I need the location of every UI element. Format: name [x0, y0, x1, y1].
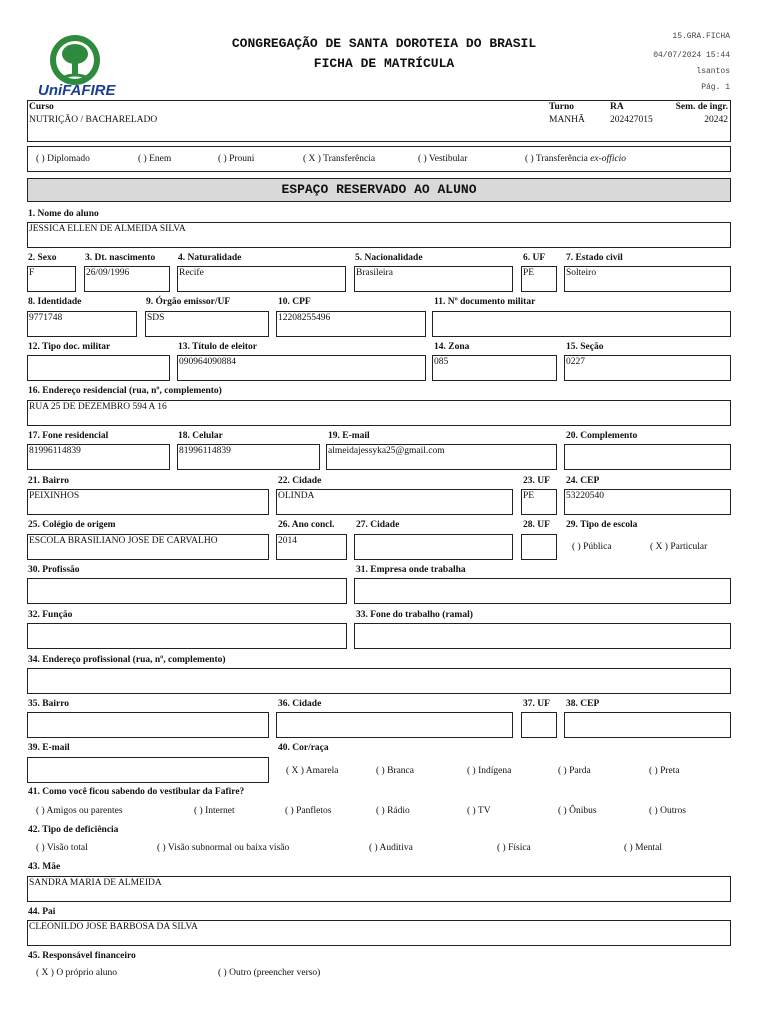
disability-option[interactable]: ( ) Mental	[624, 843, 662, 853]
secondary-email-field[interactable]	[27, 757, 269, 783]
field-label: 22. Cidade	[278, 476, 322, 486]
field-label: 7. Estado civil	[566, 253, 623, 263]
section-field[interactable]: 0227	[564, 355, 731, 381]
logo-text: UniFAFIRE	[38, 82, 116, 99]
birthdate-field[interactable]: 26/09/1996	[84, 266, 170, 292]
financial-option[interactable]: ( X ) O próprio aluno	[36, 968, 117, 978]
school-uf-field[interactable]	[521, 534, 557, 560]
form-code: 15.GRA.FICHA	[672, 32, 730, 41]
turno-label: Turno	[549, 102, 574, 112]
field-label: 27. Cidade	[356, 520, 400, 530]
disability-option[interactable]: ( ) Auditiva	[369, 843, 413, 853]
field-label: 35. Bairro	[28, 699, 69, 709]
mother-name-field[interactable]: SANDRA MARIA DE ALMEIDA	[27, 876, 731, 902]
field-label: 14. Zona	[434, 342, 470, 352]
student-name-field[interactable]: JESSICA ELLEN DE ALMEIDA SILVA	[27, 222, 731, 248]
field-label: 37. UF	[523, 699, 550, 709]
ra-label: RA	[610, 102, 624, 112]
work-cep-field[interactable]	[564, 712, 731, 738]
entry-option[interactable]: ( X ) Transferência	[303, 154, 376, 164]
military-doc-field[interactable]	[432, 311, 731, 337]
source-option[interactable]: ( ) Amigos ou parentes	[36, 806, 123, 816]
field-label: 41. Como você ficou sabendo do vestibular da Fafire?	[28, 787, 245, 797]
user-name: lsantos	[696, 67, 730, 76]
zone-field[interactable]: 085	[432, 355, 557, 381]
field-label: 34. Endereço profissional (rua, nº, complemento)	[28, 655, 226, 665]
financial-option[interactable]: ( ) Outro (preencher verso)	[218, 968, 321, 978]
field-label: 2. Sexo	[28, 253, 57, 263]
field-label: 40. Cor/raça	[278, 743, 329, 753]
source-option[interactable]: ( ) Outros	[649, 806, 686, 816]
source-option[interactable]: ( ) TV	[467, 806, 491, 816]
cpf-field[interactable]: 12208255496	[276, 311, 426, 337]
field-label: 30. Profissão	[28, 565, 80, 575]
employer-field[interactable]	[354, 578, 731, 604]
work-neighborhood-field[interactable]	[27, 712, 269, 738]
ra-value: 202427015	[610, 115, 653, 125]
sex-field[interactable]: F	[27, 266, 76, 292]
field-label: 19. E-mail	[328, 431, 370, 441]
source-option[interactable]: ( ) Rádio	[376, 806, 410, 816]
curso-label: Curso	[29, 102, 54, 112]
field-label: 33. Fone do trabalho (ramal)	[356, 610, 473, 620]
job-role-field[interactable]	[27, 623, 347, 649]
field-label: 18. Celular	[178, 431, 223, 441]
print-datetime: 04/07/2024 15:44	[653, 51, 730, 60]
field-label: 43. Mãe	[28, 862, 61, 872]
field-label: 39. E-mail	[28, 743, 70, 753]
field-label: 20. Complemento	[566, 431, 638, 441]
completion-year-field[interactable]: 2014	[276, 534, 347, 560]
email-field[interactable]: almeidajessyka25@gmail.com	[326, 444, 557, 470]
work-city-field[interactable]	[276, 712, 513, 738]
field-label: 13. Título de eleitor	[178, 342, 257, 352]
entry-option[interactable]: ( ) Transferência ex-officio	[525, 154, 627, 164]
address-uf-field[interactable]: PE	[521, 489, 557, 515]
work-address-field[interactable]	[27, 668, 731, 694]
nationality-field[interactable]: Brasileira	[354, 266, 513, 292]
city-field[interactable]: OLINDA	[276, 489, 513, 515]
field-label: 31. Empresa onde trabalha	[356, 565, 466, 575]
race-option[interactable]: ( ) Indígena	[467, 766, 512, 776]
field-label: 4. Naturalidade	[178, 253, 242, 263]
race-option[interactable]: ( ) Parda	[558, 766, 591, 776]
turno-value: MANHÃ	[549, 115, 585, 125]
form-title: FICHA DE MATRÍCULA	[313, 56, 455, 71]
field-label: 16. Endereço residencial (rua, nº, complemento)	[28, 386, 222, 396]
page-number: Pág. 1	[701, 83, 730, 92]
race-option[interactable]: ( X ) Amarela	[286, 766, 339, 776]
voter-id-field[interactable]: 090964090884	[177, 355, 426, 381]
school-type-public[interactable]: ( ) Pública	[572, 542, 612, 552]
identity-field[interactable]: 9771748	[27, 311, 137, 337]
field-label: 11. Nº documento militar	[434, 297, 536, 307]
source-option[interactable]: ( ) Internet	[194, 806, 235, 816]
complement-field[interactable]	[564, 444, 731, 470]
neighborhood-field[interactable]: PEIXINHOS	[27, 489, 269, 515]
section-title: ESPAÇO RESERVADO AO ALUNO	[27, 178, 731, 202]
field-label: 26. Ano concl.	[278, 520, 335, 530]
entry-option[interactable]: ( ) Enem	[138, 154, 172, 164]
course-box	[27, 100, 731, 142]
field-label: 15. Seção	[566, 342, 604, 352]
field-label: 28. UF	[523, 520, 550, 530]
entry-option[interactable]: ( ) Prouni	[218, 154, 255, 164]
work-uf-field[interactable]	[521, 712, 557, 738]
field-label: 21. Bairro	[28, 476, 69, 486]
father-name-field[interactable]: CLEONILDO JOSE BARBOSA DA SILVA	[27, 920, 731, 946]
field-label: 3. Dt. nascimento	[85, 253, 156, 263]
school-type-private[interactable]: ( X ) Particular	[650, 542, 708, 552]
semester-label: Sem. de ingr.	[675, 102, 728, 112]
field-label: 5. Nacionalidade	[355, 253, 423, 263]
semester-value: 20242	[704, 115, 728, 125]
entry-option[interactable]: ( ) Diplomado	[36, 154, 90, 164]
school-city-field[interactable]	[354, 534, 513, 560]
home-phone-field[interactable]: 81996114839	[27, 444, 170, 470]
birthplace-field[interactable]: Recife	[177, 266, 346, 292]
home-address-field[interactable]: RUA 25 DE DEZEMBRO 594 A 16	[27, 400, 731, 426]
profession-field[interactable]	[27, 578, 347, 604]
field-label: 42. Tipo de deficiência	[28, 825, 119, 835]
military-doc-type-field[interactable]	[27, 355, 170, 381]
field-label: 32. Função	[28, 610, 73, 620]
field-label: 17. Fone residencial	[28, 431, 109, 441]
field-label: 8. Identidade	[28, 297, 82, 307]
uf-field[interactable]: PE	[521, 266, 557, 292]
field-label: 1. Nome do aluno	[28, 209, 99, 219]
field-label: 6. UF	[523, 253, 546, 263]
field-label: 9. Órgão emissor/UF	[146, 297, 231, 307]
field-label: 24. CEP	[566, 476, 600, 486]
field-label: 45. Responsável financeiro	[28, 951, 136, 961]
field-label: 25. Colégio de origem	[28, 520, 116, 530]
field-label: 29. Tipo de escola	[566, 520, 638, 530]
disability-option[interactable]: ( ) Física	[497, 843, 531, 853]
marital-status-field[interactable]: Solteiro	[564, 266, 731, 292]
field-label: 23. UF	[523, 476, 550, 486]
field-label: 44. Pai	[28, 907, 56, 917]
field-label: 12. Tipo doc. militar	[28, 342, 111, 352]
field-label: 38. CEP	[566, 699, 600, 709]
entry-option[interactable]: ( ) Vestibular	[418, 154, 468, 164]
cep-field[interactable]: 53220540	[564, 489, 731, 515]
mobile-field[interactable]: 81996114839	[177, 444, 320, 470]
work-phone-field[interactable]	[354, 623, 731, 649]
issuer-field[interactable]: SDS	[145, 311, 269, 337]
curso-value: NUTRIÇÃO / BACHARELADO	[29, 115, 158, 125]
source-option[interactable]: ( ) Panfletos	[285, 806, 332, 816]
field-label: 10. CPF	[278, 297, 311, 307]
race-option[interactable]: ( ) Branca	[376, 766, 414, 776]
disability-option[interactable]: ( ) Visão total	[36, 843, 88, 853]
org-title: CONGREGAÇÃO DE SANTA DOROTEIA DO BRASIL	[231, 36, 537, 51]
source-option[interactable]: ( ) Ônibus	[558, 806, 597, 816]
origin-school-field[interactable]: ESCOLA BRASILIANO JOSE DE CARVALHO	[27, 534, 269, 560]
race-option[interactable]: ( ) Preta	[649, 766, 680, 776]
field-label: 36. Cidade	[278, 699, 322, 709]
disability-option[interactable]: ( ) Visão subnormal ou baixa visão	[157, 843, 290, 853]
entry-options-box	[27, 146, 731, 172]
